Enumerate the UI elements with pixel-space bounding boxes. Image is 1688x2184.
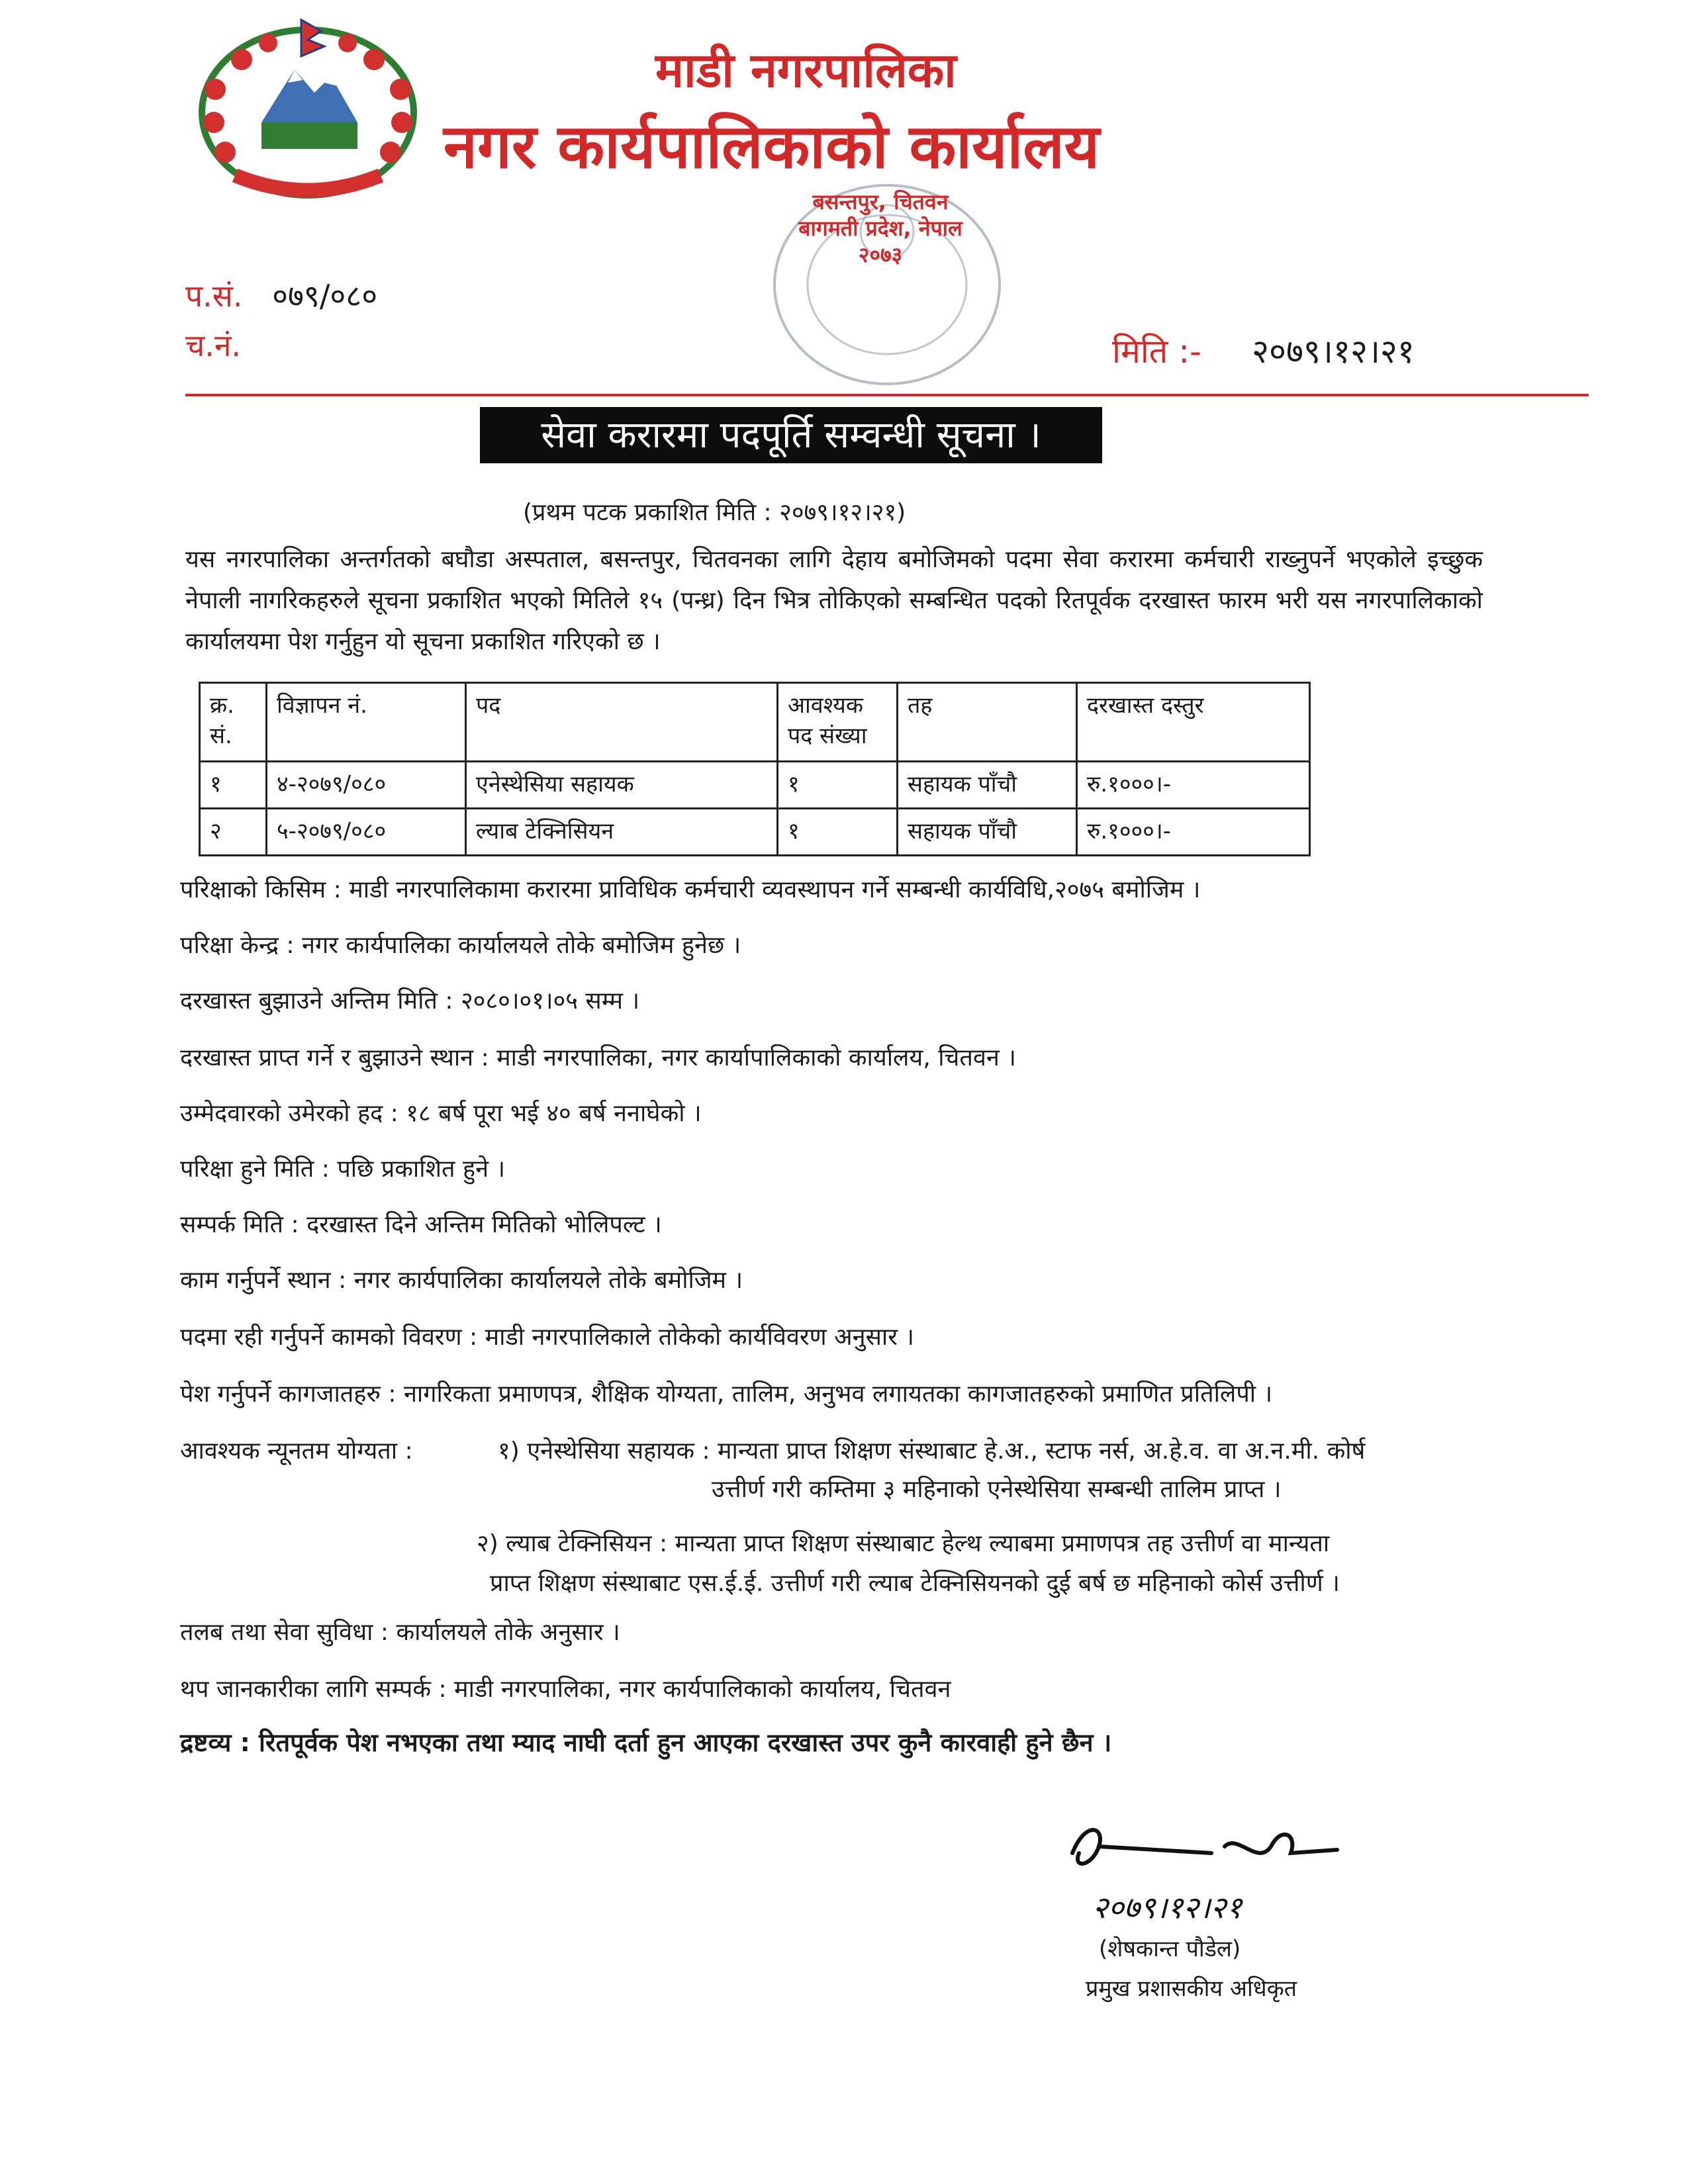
application-deadline: दरखास्त बुझाउने अन्तिम मिति : २०८०।०१।०५ सम्म ।: [180, 987, 640, 1015]
cell-post-count: १: [778, 809, 898, 856]
municipality-name: माडी नगरपालिका: [655, 42, 957, 98]
table-header-row: [200, 683, 1310, 762]
contact-info: थप जानकारीका लागि सम्पर्क : माडी नगरपालिका, नगर कार्यपालिकाको कार्यालय, चितवन: [180, 1676, 951, 1703]
nepal-emblem-logo: [189, 17, 427, 208]
address-line-2: बागमती प्रदेश, नेपाल: [798, 216, 962, 241]
cell-fee: रु.१०००।-: [1077, 762, 1310, 809]
ref-label: प.सं.: [185, 278, 243, 314]
age-limit: उम्मेदवारको उमेरको हद : १८ बर्ष पूरा भई ४० बर्ष ननाघेको ।: [180, 1100, 702, 1127]
reference-number: [185, 275, 377, 316]
cell-post: ल्याब टेक्निसियन: [466, 809, 778, 856]
qualification-item-2-line-1: २) ल्याब टेक्निसियन : मान्यता प्राप्त शिक्षण संस्थाबाट हेल्थ ल्याबमा प्रमाणपत्र तह उत्तीर्ण वा मान्यता: [477, 1530, 1330, 1557]
exam-center: परिक्षा केन्द्र : नगर कार्यपालिका कार्यालयले तोके बमोजिम हुनेछ ।: [180, 932, 741, 959]
signatory-post: प्रमुख प्रशासकीय अधिकृत: [1086, 1976, 1297, 2002]
dispatch-number-label: च.नं.: [185, 328, 241, 363]
office-name: नगर कार्यपालिकाको कार्यालय: [444, 111, 1100, 182]
cell-ad-number: ५-२०७९/०८०: [267, 809, 466, 856]
cell-serial: २: [200, 809, 267, 856]
date-label: मिति :-: [1112, 332, 1202, 371]
ref-value: ०७९/०८०: [272, 278, 378, 314]
contact-date: सम्पर्क मिति : दरखास्त दिने अन्तिम मितिको भोलिपल्ट ।: [180, 1211, 662, 1238]
note-warning: द्रष्टव्य : रितपूर्वक पेश नभएका तथा म्याद नाघी दर्ता हुन आएका दरखास्त उपर कुनै कारवाही हुने छैन ।: [180, 1728, 1112, 1757]
col-post-count: आवश्यक पद संख्या: [778, 683, 898, 762]
notice-title: सेवा करारमा पदपूर्ति सम्वन्धी सूचना ।: [480, 407, 1102, 463]
signature-date: २०७९।१२।२१: [1092, 1889, 1243, 1925]
col-post: पद: [466, 683, 778, 762]
table-row: [200, 809, 1310, 856]
col-fee: दरखास्त दस्तुर: [1077, 683, 1310, 762]
cell-serial: १: [200, 762, 267, 809]
exam-date: परिक्षा हुने मिति : पछि प्रकाशित हुने ।: [180, 1156, 506, 1183]
cell-post: एनेस्थेसिया सहायक: [466, 762, 778, 809]
cell-ad-number: ४-२०७९/०८०: [267, 762, 466, 809]
office-address: [748, 189, 1013, 268]
cell-level: सहायक पाँचौ: [898, 809, 1077, 856]
col-level: तह: [898, 683, 1077, 762]
qualification-label: आवश्यक न्यूनतम योग्यता :: [180, 1437, 413, 1465]
qualification-item-1-line-1: १) एनेस्थेसिया सहायक : मान्यता प्राप्त शिक्षण संस्थाबाट हे.अ., स्टाफ नर्स, अ.हे.व. वा अ.न.मी. कोर्ष: [498, 1437, 1366, 1465]
address-line-3: २०७३: [858, 242, 903, 267]
vacancy-table: [199, 682, 1311, 856]
application-place: दरखास्त प्राप्त गर्ने र बुझाउने स्थान : माडी नगरपालिका, नगर कार्यापालिकाको कार्यालय, चितवन ।: [180, 1044, 1016, 1071]
qualification-item-1-line-2: उत्तीर्ण गरी कम्तिमा ३ महिनाको एनेस्थेसिया सम्बन्धी तालिम प्राप्त ।: [712, 1476, 1282, 1503]
col-serial: क्र. सं.: [200, 683, 267, 762]
intro-paragraph: यस नगरपालिका अन्तर्गतको बघौडा अस्पताल, बसन्तपुर, चितवनका लागि देहाय बमोजिमको पदमा सेवा करारमा कर्मचारी राख्नुपर्ने भएकोले इच्छुक नेपाली नागरिकहरुले सूचना प्रकाशित भएको मितिले १५ (पन्ध्र) दिन भित्र तोकिएको सम्बन्धित पदको रितपूर्वक दरखास्त फारम भरी यस नगरपालिकाको कार्यालयमा पेश गर्नुहुन यो सूचना प्रकाशित गरिएको छ ।: [185, 546, 1483, 655]
table-row: [200, 762, 1310, 809]
signatory-name: (शेषकान्त पौडेल): [1099, 1936, 1241, 1962]
work-location: काम गर्नुपर्ने स्थान : नगर कार्यपालिका कार्यालयले तोके बमोजिम ।: [180, 1267, 743, 1294]
address-line-1: बसन्तपुर, चितवन: [812, 189, 949, 214]
exam-type: परिक्षाको किसिम : माडी नगरपालिकामा करारमा प्राविधिक कर्मचारी व्यवस्थापन गर्ने सम्बन्धी कार्यविधि,२०७५ बमोजिम ।: [180, 876, 1201, 903]
cell-post-count: १: [778, 762, 898, 809]
date-value: २०७९।१२।२१: [1252, 332, 1415, 371]
job-description: पदमा रही गर्नुपर्ने कामको विवरण : माडी नगरपालिकाले तोकेको कार्यविवरण अनुसार ।: [180, 1324, 915, 1351]
publish-date-note: (प्रथम पटक प्रकाशित मिति : २०७९।१२।२१): [523, 499, 906, 526]
cell-fee: रु.१०००।-: [1077, 809, 1310, 856]
header-divider: [185, 394, 1589, 396]
cell-level: सहायक पाँचौ: [898, 762, 1077, 809]
required-documents: पेश गर्नुपर्ने कागजातहरु : नागरिकता प्रमाणपत्र, शैक्षिक योग्यता, तालिम, अनुभव लगायतका कागजातहरुको प्रमाणित प्रतिलिपी ।: [180, 1381, 1273, 1408]
col-ad-number: विज्ञापन नं.: [267, 683, 466, 762]
salary-benefits: तलब तथा सेवा सुविधा : कार्यालयले तोके अनुसार ।: [180, 1619, 620, 1646]
document-date: [1112, 328, 1415, 373]
qualification-item-2-line-2: प्राप्त शिक्षण संस्थाबाट एस.ई.ई. उत्तीर्ण गरी ल्याब टेक्निसियनको दुई बर्ष छ महिनाको कोर्स उत्तीर्ण ।: [490, 1570, 1340, 1597]
